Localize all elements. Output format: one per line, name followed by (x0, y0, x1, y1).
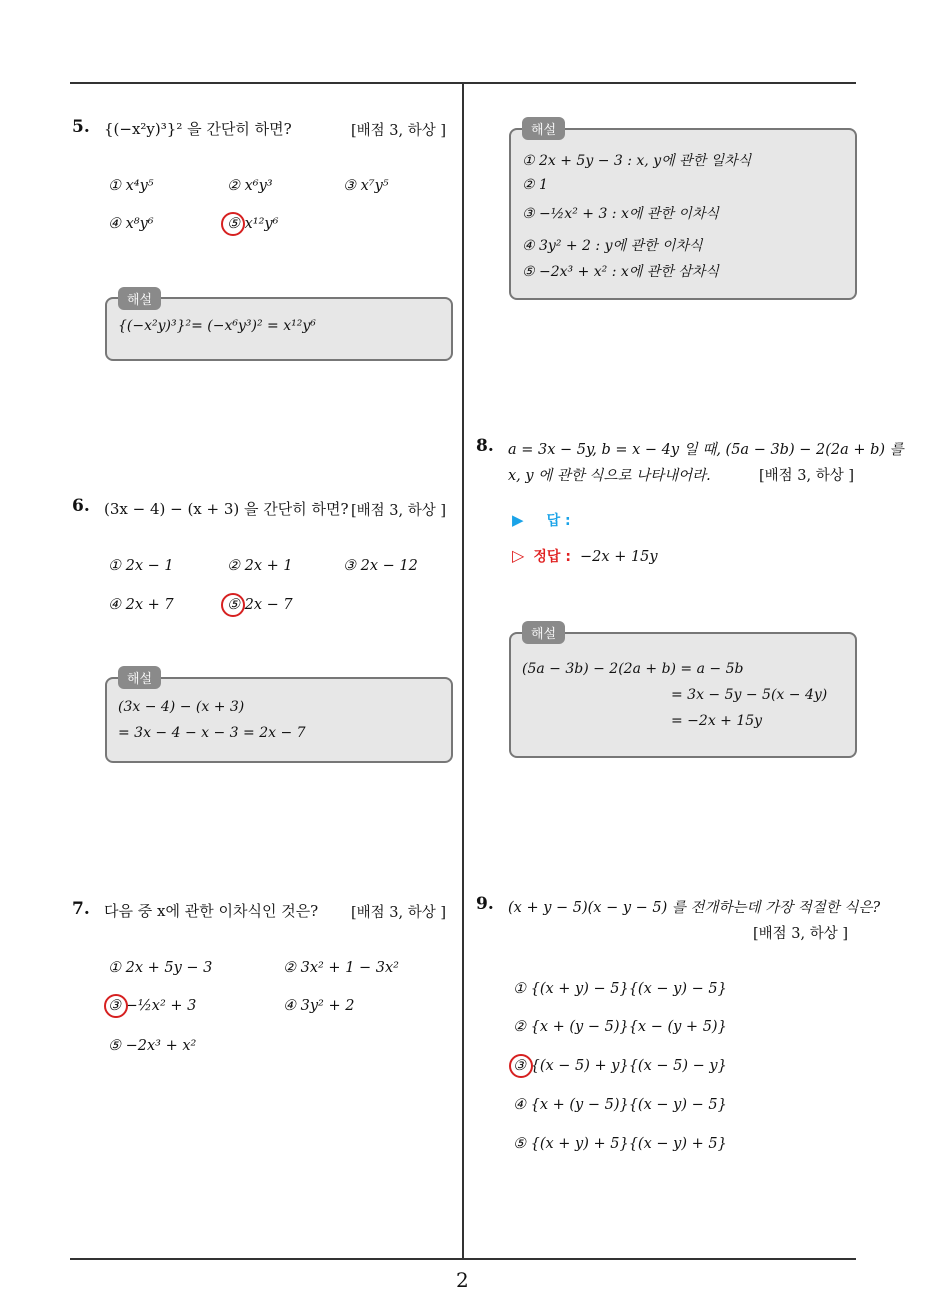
q7-choice-1[interactable]: ① 2x + 5y − 3 (108, 960, 213, 976)
q5-explanation-tab: 해설 (118, 287, 161, 310)
q5-answer-circle (221, 212, 245, 236)
q8-explanation-line-3: = −2x + 15y (671, 713, 763, 729)
q8-answer-prompt: 답 : (546, 513, 571, 529)
q5-choice-3[interactable]: ③ x⁷y⁵ (343, 178, 389, 194)
q5-choice-5[interactable]: ⑤ x¹²y⁶ (227, 216, 279, 232)
q6-answer-circle (221, 593, 245, 617)
q7-choice-4[interactable]: ④ 3y² + 2 (283, 998, 355, 1014)
q6-score: [배점 3, 하상 ] (351, 503, 447, 519)
q9-choice-5[interactable]: ⑤ {(x + y) + 5}{(x − y) + 5} (513, 1136, 727, 1152)
bottom-rule (70, 1258, 856, 1260)
q9-score: [배점 3, 하상 ] (753, 926, 849, 942)
q9-choice-4[interactable]: ④ {x + (y − 5)}{(x − y) − 5} (513, 1097, 727, 1113)
q8-explanation-line-2: = 3x − 5y − 5(x − 4y) (671, 687, 828, 703)
q8-explanation-line-1: (5a − 3b) − 2(2a + b) = a − 5b (522, 661, 744, 677)
q7-explanation-line-1: ① 2x + 5y − 3 : x, y에 관한 일차식 (522, 153, 752, 169)
q8-correct-row (512, 546, 658, 566)
q8-explanation-tab: 해설 (522, 621, 565, 644)
q6-explanation-tab: 해설 (118, 666, 161, 689)
q5-choice-2[interactable]: ② x⁶y³ (227, 178, 273, 194)
q9-choice-2[interactable]: ② {x + (y − 5)}{x − (y + 5)} (513, 1019, 727, 1035)
q9-question: (x + y − 5)(x − y − 5) 를 전개하는데 가장 적절한 식은? (508, 900, 881, 916)
q7-explanation-line-4: ④ 3y² + 2 : y에 관한 이차식 (522, 238, 703, 254)
q7-choice-2[interactable]: ② 3x² + 1 − 3x² (283, 960, 399, 976)
q7-answer-circle (104, 994, 128, 1018)
outline-triangle-icon: ▷ (512, 546, 525, 565)
play-triangle-icon: ▶ (512, 511, 524, 529)
q5-choice-4[interactable]: ④ x⁸y⁶ (108, 216, 154, 232)
q7-number: 7. (72, 899, 90, 919)
q8-answer-row[interactable] (512, 510, 571, 530)
q9-choice-3[interactable]: ③ {(x − 5) + y}{(x − 5) − y} (513, 1058, 727, 1074)
q8-question-line-1: a = 3x − 5y, b = x − 4y 일 때, (5a − 3b) − 2(2a + b) 를 (508, 442, 904, 458)
q7-explanation-line-2: ② 1 (522, 177, 548, 193)
column-divider (462, 83, 464, 1259)
q5-explanation-line: {(−x²y)³}²= (−x⁶y³)² = x¹²y⁶ (118, 318, 316, 334)
q7-choice-3[interactable]: ③ −½x² + 3 (108, 998, 197, 1014)
q7-explanation-line-5: ⑤ −2x³ + x² : x에 관한 삼차식 (522, 264, 719, 280)
q7-choice-5[interactable]: ⑤ −2x³ + x² (108, 1038, 197, 1054)
q6-explanation-box (105, 677, 453, 763)
q8-correct-label: 정답 : (533, 549, 571, 565)
q6-number: 6. (72, 496, 90, 516)
q5-number: 5. (72, 117, 90, 137)
q7-explanation-tab: 해설 (522, 117, 565, 140)
q5-question: {(−x²y)³}² 을 간단히 하면? (104, 120, 292, 138)
q9-number: 9. (476, 894, 494, 914)
page-number: 2 (456, 1268, 469, 1292)
q6-choice-1[interactable]: ① 2x − 1 (108, 558, 174, 574)
q6-choice-2[interactable]: ② 2x + 1 (227, 558, 293, 574)
q5-choice-1[interactable]: ① x⁴y⁵ (108, 178, 154, 194)
q8-question-line-2: x, y 에 관한 식으로 나타내어라. (508, 468, 711, 484)
q6-question: (3x − 4) − (x + 3) 을 간단히 하면? (104, 500, 349, 518)
q6-choice-5[interactable]: ⑤ 2x − 7 (227, 597, 293, 613)
q7-explanation-line-3: ③ −½x² + 3 : x에 관한 이차식 (522, 206, 719, 222)
q6-explanation-line-1: (3x − 4) − (x + 3) (118, 699, 245, 715)
q5-score: [배점 3, 하상 ] (351, 123, 447, 139)
q6-choice-4[interactable]: ④ 2x + 7 (108, 597, 174, 613)
q8-score: [배점 3, 하상 ] (759, 468, 855, 484)
q9-answer-circle (509, 1054, 533, 1078)
q6-explanation-line-2: = 3x − 4 − x − 3 = 2x − 7 (118, 725, 306, 741)
q6-choice-3[interactable]: ③ 2x − 12 (343, 558, 418, 574)
q7-question: 다음 중 x에 관한 이차식인 것은? (104, 902, 319, 920)
q8-number: 8. (476, 436, 494, 456)
q8-correct-value: −2x + 15y (580, 549, 658, 565)
q9-choice-1[interactable]: ① {(x + y) − 5}{(x − y) − 5} (513, 981, 727, 997)
q7-score: [배점 3, 하상 ] (351, 905, 447, 921)
